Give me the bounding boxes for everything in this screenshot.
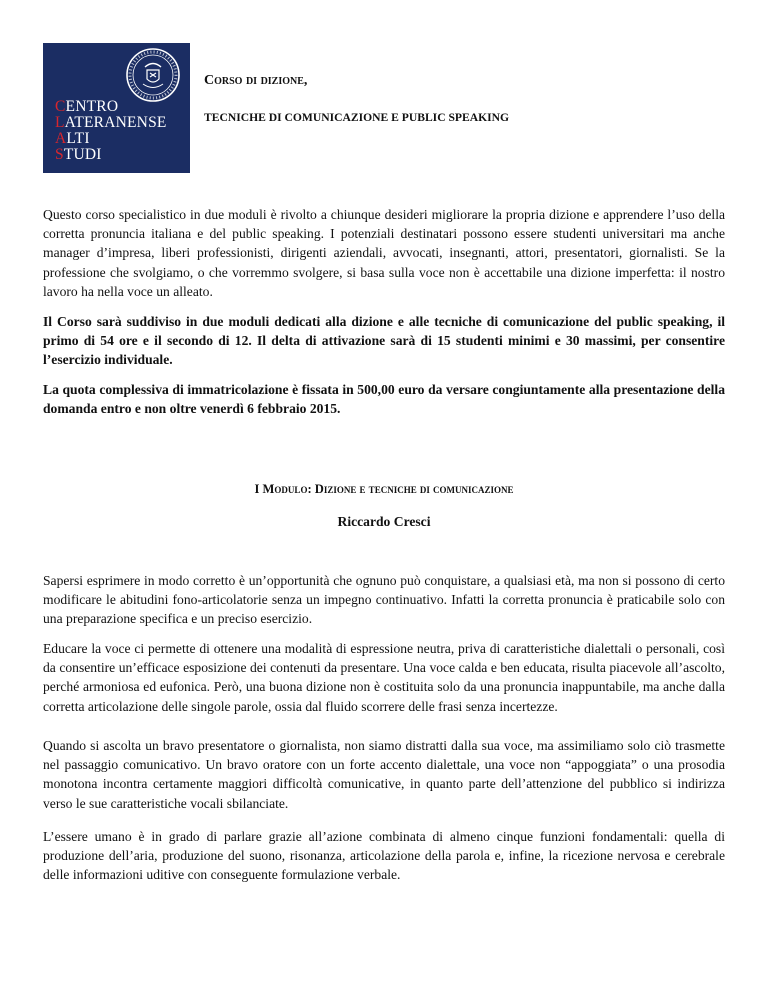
enrollment-fee-paragraph: La quota complessiva di immatricolazione è fissata in 500,00 euro da versare congiuntamente alla presentazione della domanda entro e non oltre venerdì 6 febbraio 2015. (43, 382, 725, 417)
body-paragraph: Sapersi esprimere in modo corretto è un’opportunità che ognuno può conquistare, a qualsiasi età, ma non si possono di certo modificare le abitudini fono-articolatorie senza un impegno continuativo. Infatti la corretta pronuncia è praticabile solo con una preparazione specifica e un preciso esercizio. (43, 573, 725, 627)
logo-wordmark: CENTRO LATERANENSE ALTI STUDI (55, 98, 167, 163)
course-subtitle: TECNICHE DI COMUNICAZIONE E PUBLIC SPEAKING (204, 111, 510, 124)
intro-paragraph: Questo corso specialistico in due moduli è rivolto a chiunque desideri migliorare la propria dizione e apprendere l’uso della corretta pronuncia italiana e del public speaking. I potenziali destinatari possono essere studenti universitari ma anche manager d’impresa, liberi professionisti, dirigenti aziendali, avvocati, insegnanti, attori, presentatori, giornalisti. Se la professione che svolgiamo, o che vorremmo svolgere, si basa sulla voce non è accettabile una dizione imperfetta: il nostro lavoro ha nella voce un alleato. (43, 207, 725, 299)
course-structure-paragraph: Il Corso sarà suddiviso in due moduli dedicati alla dizione e alle tecniche di comunicazione del public speaking, il primo di 54 ore e il secondo di 12. Il delta di attivazione sarà di 15 studenti minimi e 30 massimi, per consentire l’esercizio individuale. (43, 314, 725, 368)
module-title: I Modulo: Dizione e tecniche di comunicazione (254, 482, 514, 496)
module-teacher: Riccardo Cresci (337, 514, 431, 529)
body-paragraph: L’essere umano è in grado di parlare grazie all’azione combinata di almeno cinque funzioni fondamentali: quella di produzione dell’aria, produzione del suono, risonanza, articolazione della parola e, infine, la ricezione nervosa e cerebrale delle informazioni uditive con conseguente formulazione verbale. (43, 829, 725, 883)
body-paragraph: Educare la voce ci permette di ottenere una modalità di espressione neutra, priva di caratteristiche dialettali o personali, così da consentire un’efficace esposizione dei contenuti da presentare. Una voce calda e ben educata, risulta piacevole all’ascolto, perché armoniosa ed eufonica. Però, una buona dizione non è costituita solo da una pronuncia inappuntabile, ma anche dalla corretta articolazione delle singole parole, ossia dal fluido scorrere delle frasi senza incertezze. (43, 641, 725, 714)
institution-logo (43, 43, 190, 173)
course-title: Corso di dizione, (204, 73, 308, 88)
seal-emblem-icon (125, 47, 181, 103)
body-paragraph: Quando si ascolta un bravo presentatore o giornalista, non siamo distratti dalla sua voce, ma assimiliamo solo ciò trasmette nel passaggio comunicativo. Un bravo oratore con un forte accento dialettale, una voce non “appoggiata” o una prosodia monotona incontra certamente maggiori difficoltà comunicative, in quanto parte dell’attenzione del pubblico si indirizza verso le sue caratteristiche vocali sbilanciate. (43, 738, 725, 811)
